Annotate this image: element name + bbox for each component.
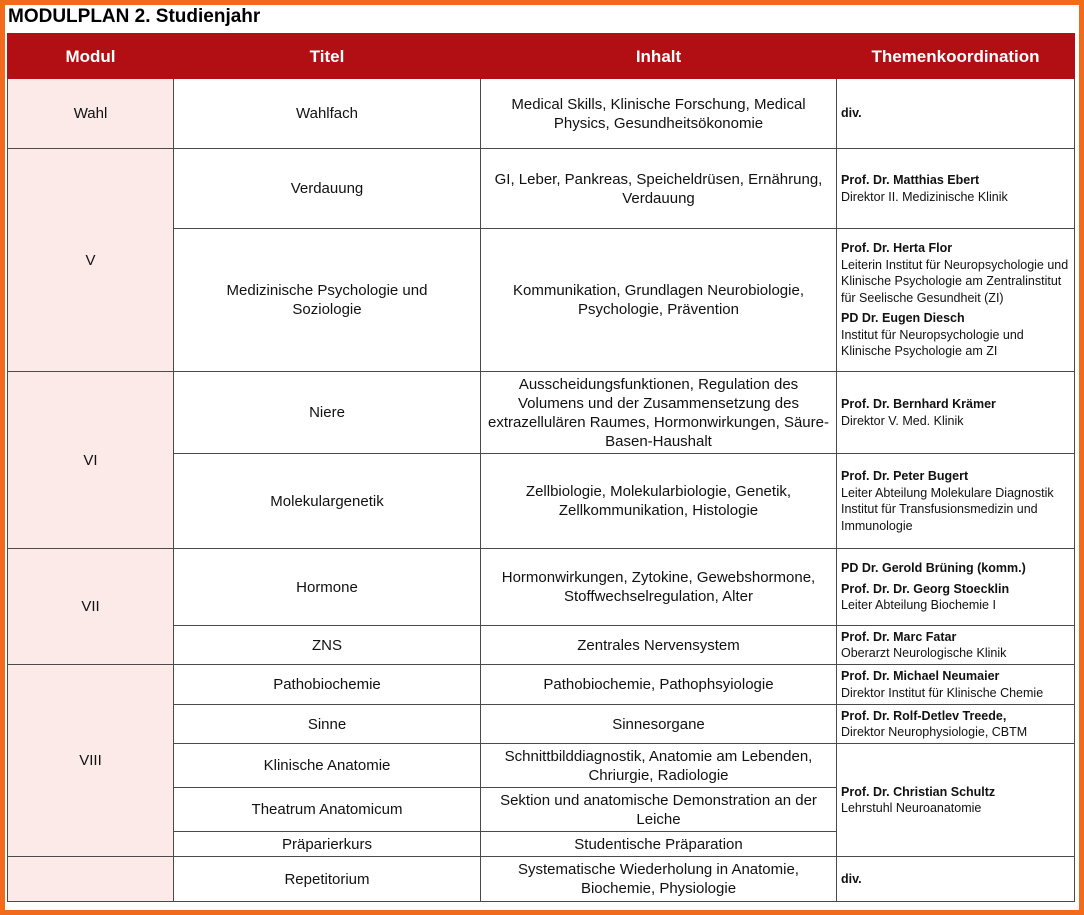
- titel-cell: Theatrum Anatomicum: [174, 788, 481, 832]
- coordinator-name: PD Dr. Eugen Diesch: [841, 311, 965, 326]
- coordinator-name: div.: [841, 106, 862, 121]
- coord-cell: [837, 372, 1075, 454]
- coordinator-desc: Direktor II. Medizinische Klinik: [841, 189, 1008, 204]
- coord-cell: [837, 454, 1075, 549]
- coord-cell: [837, 857, 1075, 902]
- titel-cell: Wahlfach: [174, 79, 481, 149]
- coordinator-name: PD Dr. Gerold Brüning (komm.): [841, 561, 1026, 576]
- header-row: [8, 34, 1075, 79]
- page-frame: [5, 5, 1079, 910]
- titel-cell: ZNS: [174, 626, 481, 665]
- coordinator-name: Prof. Dr. Dr. Georg Stoecklin: [841, 581, 1010, 596]
- inhalt-cell: Sinnesorgane: [481, 705, 837, 744]
- coordinator-name: Prof. Dr. Bernhard Krämer: [841, 397, 996, 411]
- coordinator-name: Prof. Dr. Herta Flor: [841, 241, 953, 256]
- titel-cell: Medizinische Psychologie und Soziologie: [174, 229, 481, 372]
- titel-cell: Repetitorium: [174, 857, 481, 902]
- coordinator-name: Prof. Dr. Rolf-Detlev Treede,: [841, 708, 1007, 723]
- table-row: [8, 79, 1075, 149]
- coord-cell: [837, 229, 1075, 372]
- coord-cell: [837, 549, 1075, 626]
- titel-cell: Sinne: [174, 705, 481, 744]
- inhalt-cell: Schnittbilddiagnostik, Anatomie am Lebenden, Chriurgie, Radiologie: [481, 744, 837, 788]
- page-title: MODULPLAN 2. Studienjahr: [8, 6, 261, 27]
- inhalt-cell: Kommunikation, Grundlagen Neurobiologie, Psychologie, Prävention: [481, 229, 837, 372]
- coord-cell: [837, 626, 1075, 665]
- titel-cell: Pathobiochemie: [174, 665, 481, 705]
- coordinator-name: div.: [841, 871, 862, 886]
- titel-cell: Niere: [174, 372, 481, 454]
- titel-cell: Verdauung: [174, 149, 481, 229]
- modul-cell: VI: [8, 372, 174, 549]
- modul-cell: V: [8, 149, 174, 372]
- inhalt-cell: Systematische Wiederholung in Anatomie, Biochemie, Physiologie: [481, 857, 837, 902]
- inhalt-cell: Hormonwirkungen, Zytokine, Gewebshormone, Stoffwechselregulation, Alter: [481, 549, 837, 626]
- header-themenkoordination: Themenkoordination: [837, 34, 1075, 79]
- coord-cell: [837, 665, 1075, 705]
- coord-cell: [837, 149, 1075, 229]
- coordinator-desc: Lehrstuhl Neuroanatomie: [841, 801, 982, 815]
- header-titel: Titel: [174, 34, 481, 79]
- modul-cell: VII: [8, 549, 174, 665]
- titel-cell: Molekulargenetik: [174, 454, 481, 549]
- titel-cell: Präparierkurs: [174, 832, 481, 857]
- table-row: [8, 149, 1075, 229]
- coordinator-desc: Direktor Neurophysiologie, CBTM: [841, 725, 1028, 739]
- coordinator-name: Prof. Dr. Matthias Ebert: [841, 173, 980, 187]
- titel-cell: Hormone: [174, 549, 481, 626]
- inhalt-cell: Ausscheidungsfunktionen, Regulation des Volumens und der Zusammensetzung des extrazellulären Raumes, Hormonwirkungen, Säure-Basen-Haushalt: [481, 372, 837, 454]
- header-inhalt: Inhalt: [481, 34, 837, 79]
- coordinator-desc: Direktor Institut für Klinische Chemie: [841, 685, 1044, 700]
- table-row: [8, 857, 1075, 902]
- table-row: [8, 549, 1075, 626]
- inhalt-cell: Sektion und anatomische Demonstration an der Leiche: [481, 788, 837, 832]
- coordinator-desc: Leiterin Institut für Neuropsychologie und Klinische Psychologie am Zentralinstitut für Seelische Gesundheit (ZI): [841, 257, 1069, 305]
- coordinator-desc: Direktor V. Med. Klinik: [841, 413, 964, 428]
- inhalt-cell: GI, Leber, Pankreas, Speicheldrüsen, Ernährung, Verdauung: [481, 149, 837, 229]
- coordinator-name: Prof. Dr. Peter Bugert: [841, 469, 969, 483]
- inhalt-cell: Pathobiochemie, Pathophsyiologie: [481, 665, 837, 705]
- modul-cell: Wahl: [8, 79, 174, 149]
- coordinator-desc: Oberarzt Neurologische Klinik: [841, 646, 1007, 660]
- modul-cell: VIII: [8, 665, 174, 857]
- coord-cell: [837, 744, 1075, 857]
- inhalt-cell: Zellbiologie, Molekularbiologie, Genetik, Zellkommunikation, Histologie: [481, 454, 837, 549]
- module-table: [7, 33, 1075, 902]
- coordinator-name: Prof. Dr. Michael Neumaier: [841, 669, 1000, 683]
- coordinator-desc: Leiter Abteilung Molekulare Diagnostik Institut für Transfusionsmedizin und Immunologie: [841, 485, 1054, 533]
- coord-cell: [837, 79, 1075, 149]
- coordinator-desc: Institut für Neuropsychologie und Klinische Psychologie am ZI: [841, 327, 1024, 359]
- coordinator-desc: Leiter Abteilung Biochemie I: [841, 598, 996, 613]
- modul-cell: [8, 857, 174, 902]
- titel-cell: Klinische Anatomie: [174, 744, 481, 788]
- inhalt-cell: Medical Skills, Klinische Forschung, Medical Physics, Gesundheitsökonomie: [481, 79, 837, 149]
- header-modul: Modul: [8, 34, 174, 79]
- coordinator-name: Prof. Dr. Christian Schultz: [841, 784, 996, 799]
- inhalt-cell: Studentische Präparation: [481, 832, 837, 857]
- table-row: [8, 372, 1075, 454]
- table-row: [8, 665, 1075, 705]
- inhalt-cell: Zentrales Nervensystem: [481, 626, 837, 665]
- coord-cell: [837, 705, 1075, 744]
- coordinator-name: Prof. Dr. Marc Fatar: [841, 629, 957, 644]
